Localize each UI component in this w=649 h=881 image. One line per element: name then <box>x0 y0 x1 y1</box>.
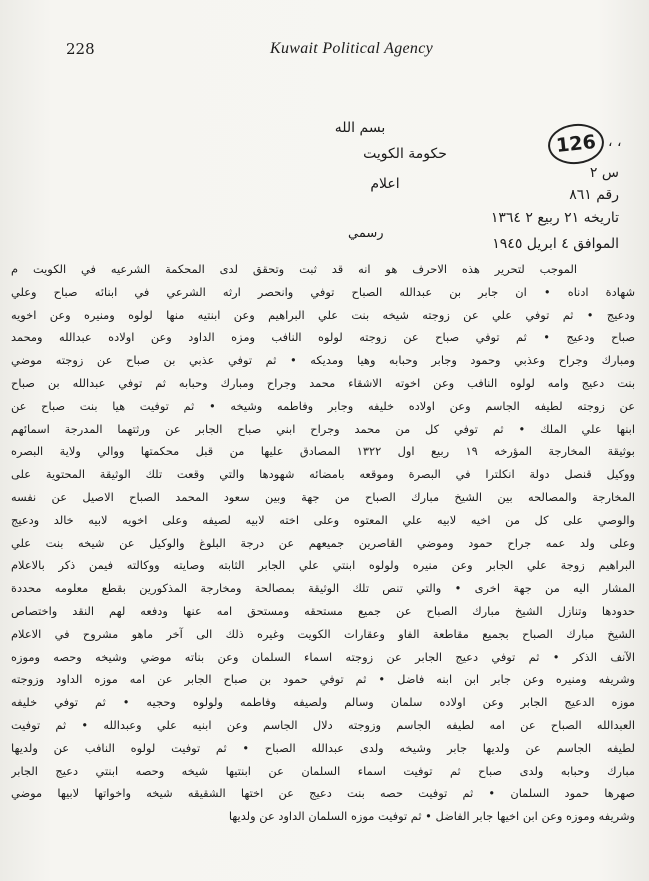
meta-section-number: س ٢ <box>589 165 619 181</box>
body-line: لطيفه الجاسم عن ولديها جابر وشيخه ولدى عبدالله الصباح • ثم توفيت لولوه النافب عن ولديها <box>11 740 635 755</box>
meta-reference-number: رقم ٨٦١ <box>569 187 619 203</box>
page-header <box>0 40 649 64</box>
running-title: Kuwait Political Agency <box>270 40 434 57</box>
body-line: مبارك وحبابه ولدى صباح ثم توفيت اسماء السلمان عن ابنتيها شيخه وحصه ابنتي دعيج الجابر <box>11 763 635 778</box>
body-line: ومبارك وجراح وعذبي وحمود وجابر وحبابه وهيا ومديكه • ثم توفي عذبي بن صباح عن زوجته موضي <box>11 353 635 368</box>
document-body <box>11 258 635 828</box>
notice-heading: اعلام <box>370 176 400 192</box>
body-line: المخارجة والمصالحه بين الشيخ مبارك الصباح من جهة وبين سعود المحمد الصباح الاصيل عن نفسه <box>11 489 635 504</box>
body-line: وعلى ولد عمه جراح حمود وموضي القاصرين جميعهم عن درجة البلوغ والوكيل عن شيخه بنت علي <box>11 535 635 550</box>
body-line: صهرها حمود السلمان • ثم توفيت حصه بنت دعيج عن اختها الشقيقه شيخه واخواتها لابيها موضي <box>11 786 635 801</box>
basmala-heading: بسم الله <box>334 120 386 136</box>
official-word: رسمي <box>348 226 384 241</box>
body-line: الموجب لتحرير هذه الاحرف هو انه قد ثبت وتحقق لدى المحكمة الشرعيه في الكويت م <box>11 262 577 276</box>
body-line: موزه الدعيج الجابر وعن اولاده سلمان وسالم ولصيفه وفاطمه ولولوه وحجيه • ثم توفي خليفه <box>11 695 635 710</box>
meta-hijri-date: تاريخه ٢١ ربيع ٢ ١٣٦٤ <box>490 210 619 226</box>
body-line: ودعيج • ثم توفي علي عن زوجته شيخه بنت علي البراهيم وعن ابنتيه منها لولوه ومنيره وعن اخويه <box>11 307 635 322</box>
body-line: شهادة ادناه • ان جابر بن عبدالله الصباح توفي وانحصر ارثه الشرعي في ابنائه صباح وعلي <box>11 284 635 299</box>
reference-side-marks: ، ، <box>608 134 622 150</box>
body-line: ووكيل قنصل دولة انكلترا في البصرة وموقعه بامضائه شهودها والتي وقعت تلك الوثيقة المحتوية على <box>11 467 635 482</box>
body-line: البراهيم زوجة علي الجابر وعن منيره ولولوه ابنتي علي الجابر الثابته وصايته ووكالته فيمن ذكر بالاعلام <box>11 558 635 573</box>
body-line: حدودها وتنازل الشيخ مبارك الصباح عن جميع مستحقه ومستحق امه عنها ودفعه لهم النقد واختصاص <box>11 603 635 618</box>
body-line: والوصي على كل من اخيه لابيه علي المعتوه وعلى اخته لابيه لصيفه وعلى اخويه لابيه خالد ودعيج <box>11 512 635 527</box>
meta-gregorian-date: الموافق ٤ ابريل ١٩٤٥ <box>492 236 619 252</box>
body-line: الشيخ مبارك الصباح بجميع مقاطعة الفاو وعقارات الكويت وغيره ذلك الى آخر ماهو مشروح في الاعلام <box>11 626 635 641</box>
body-line: ابنها علي الملك • ثم توفي كل من محمد وجراح ابني صباح الجابر عن ورثتهما المدرجة اسمائهم <box>11 421 635 436</box>
body-line: وشريفه ومنيره وعن جابر ابن ابنه فاضل • ثم توفي حمود بن صباح الجابر عن امه موزه الداود وزوجته <box>11 672 635 687</box>
page-number: 228 <box>66 40 95 58</box>
body-line: وشريفه وموزه وعن ابن اخيها جابر الفاضل • ثم توفيت موزه السلمان الداود عن ولديها <box>228 809 635 824</box>
body-line: الآنف الذكر • ثم توفي دعيج الجابر عن زوجته اسماء السلمان وعن بناته موضي وشيخه وحصه وموزه <box>11 649 635 664</box>
circled-reference-number: 126 <box>546 121 606 167</box>
body-line: عن زوجته لطيفه الجاسم وعن اولاده خليفه وجابر وفاطمه وشيخه • ثم توفيت هيا بنت صباح عن <box>11 398 635 413</box>
body-line: صباح ودعيج • ثم توفي صباح عن زوجته لولوه النافب ومزه الداود وعن اولاده عبدالله ومحمد <box>11 330 635 345</box>
body-line: العبدالله الصباح عن امه لطيفه الجاسم وزوجته دلال الجاسم وعن ابنيه علي وعبدالله • ثم توفيت <box>11 717 635 732</box>
body-line: بنت دعيج وامه لولوه النافب وعن اخوته الاشقاء محمد وجراح ومبارك وحبابه ثم توفي عبدالله بن صباح <box>11 375 635 390</box>
government-heading: حكومة الكويت <box>363 146 447 162</box>
body-line: المشار اليه من جهة اخرى • والتي تنص تلك الوثيقة بمصالحة ومخارجة المذكورين بقطع معلومه محددة <box>11 581 635 596</box>
body-line: بوثيقة المخارجة المؤرخه ١٩ ربيع اول ١٣٢٢ المصادق عليها من قبل محكمتها ووالي ولاية البصره <box>11 444 635 459</box>
